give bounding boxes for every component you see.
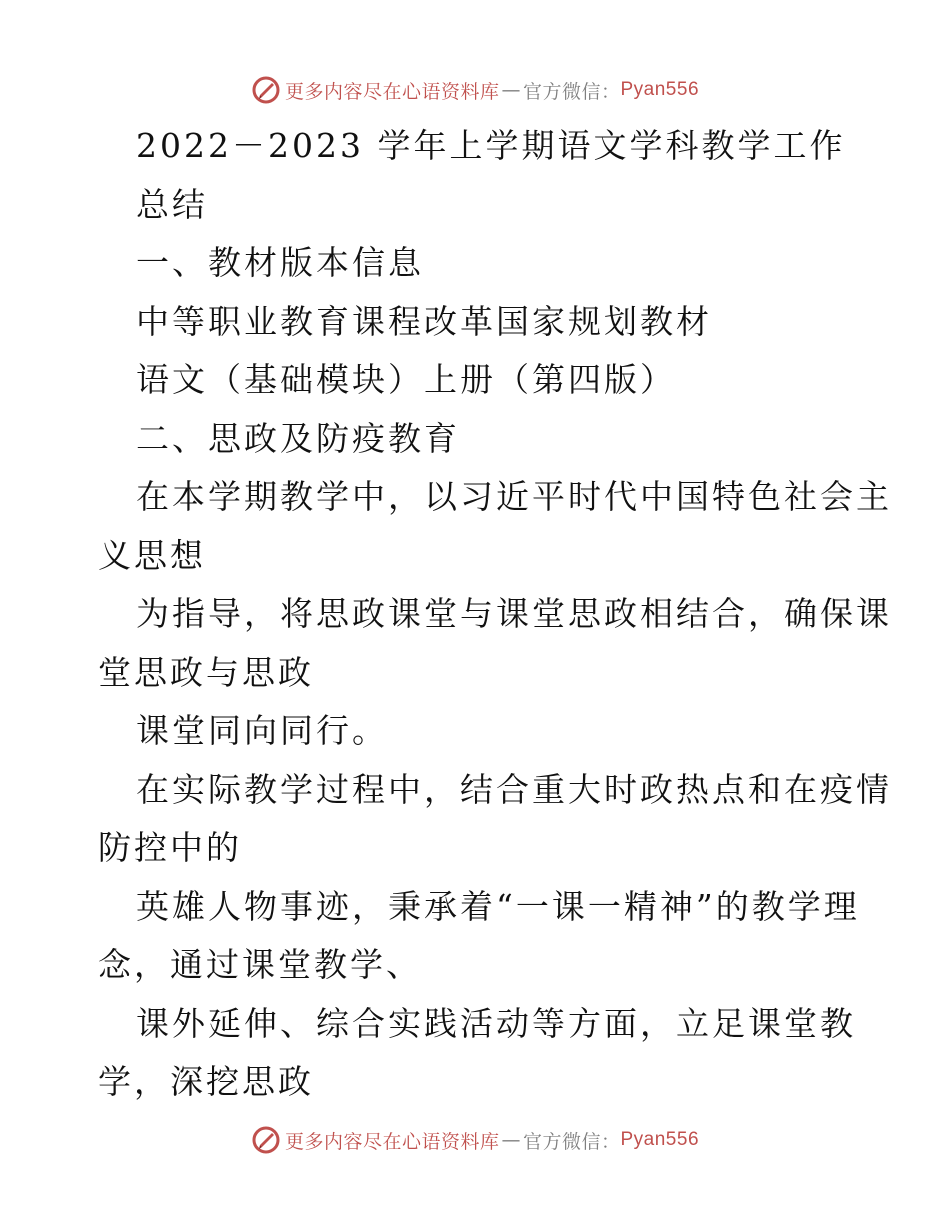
section-heading-1: 一、教材版本信息 — [136, 243, 424, 282]
paragraph-line: 中等职业教育课程改革国家规划教材 — [136, 301, 712, 341]
section-heading-2: 二、思政及防疫教育 — [136, 418, 460, 458]
header-watermark — [0, 70, 950, 110]
watermark-main-text: 更多内容尽在心语资料库 — [284, 80, 500, 103]
paragraph-line: 堂思政与思政 — [98, 652, 314, 692]
watermark-suffix: 官方微信： — [522, 1130, 621, 1153]
watermark-main-text: 更多内容尽在心语资料库 — [284, 1130, 500, 1153]
title-line-2: 总结 — [136, 184, 208, 224]
paragraph-line: 义思想 — [98, 535, 206, 575]
footer-watermark — [0, 1120, 950, 1160]
watermark-dash: — — [501, 1129, 521, 1151]
paragraph-line: 念，通过课堂教学、 — [98, 945, 422, 984]
paragraph-line: 防控中的 — [98, 828, 242, 867]
paragraph-line: 英雄人物事迹，秉承着“一课一精神”的教学理 — [136, 886, 860, 926]
watermark-suffix: 官方微信： — [522, 80, 621, 103]
watermark-logo-icon — [251, 1125, 281, 1155]
title-line-1: 2022－2023 学年上学期语文学科教学工作 — [136, 126, 846, 165]
watermark-id: Pyan556 — [620, 79, 700, 100]
paragraph-line: 为指导，将思政课堂与课堂思政相结合，确保课 — [136, 594, 892, 633]
paragraph-line: 课堂同向同行。 — [136, 711, 388, 750]
paragraph-line: 在实际教学过程中，结合重大时政热点和在疫情 — [136, 769, 892, 809]
paragraph-line: 课外延伸、综合实践活动等方面，立足课堂教 — [136, 1003, 856, 1043]
paragraph-line: 在本学期教学中，以习近平时代中国特色社会主 — [136, 477, 892, 516]
watermark-id: Pyan556 — [620, 1129, 700, 1150]
paragraph-line: 学，深挖思政 — [98, 1062, 314, 1101]
watermark-dash: — — [501, 79, 521, 101]
paragraph-line: 语文（基础模块）上册（第四版） — [136, 360, 676, 399]
watermark-logo-icon — [251, 75, 281, 105]
document-body — [98, 117, 892, 1112]
